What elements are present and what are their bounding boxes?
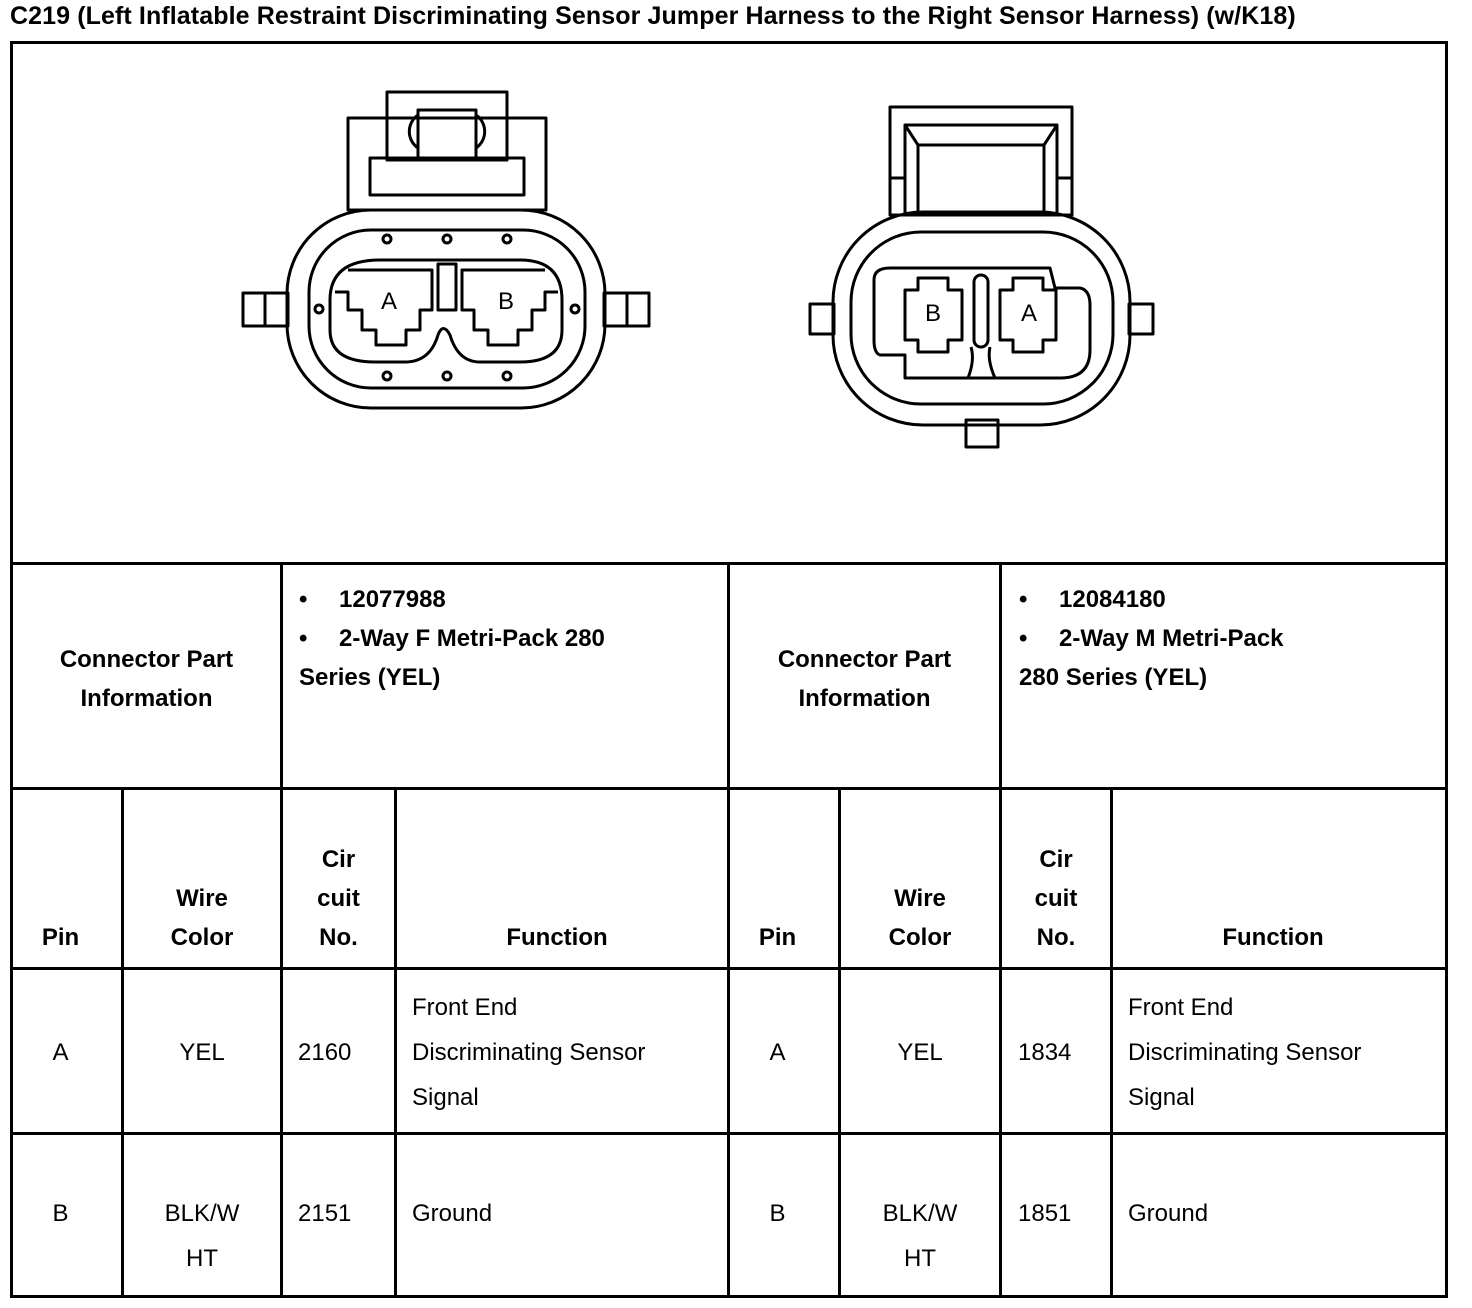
left-row-a-wire: YEL [179,1039,225,1066]
right-connector-pin-label: B [924,300,942,327]
left-connector-drawing [243,92,649,408]
left-part-info-label: Connector Part Information [59,646,234,712]
left-row-b-function: Ground [412,1200,493,1227]
right-row-a-wire: YEL [897,1039,943,1066]
left-header-pin: Pin [41,924,80,951]
right-part-info: • 12084180 • 2-Way M Metri-Pack 280 Series (YEL) [1019,586,1284,691]
left-row-b-wire: BLK/W HT [164,1200,240,1272]
right-row-b-pin: B [769,1200,786,1227]
right-header-circuit: Cir cuit No. [1034,846,1078,951]
left-part-info: • 12077988 • 2-Way F Metri-Pack 280 Series (YEL) [299,586,605,691]
left-row-a-function: Front End Discriminating Sensor Signal [412,994,646,1111]
left-connector-pin-label: B [497,288,515,315]
right-connector-pin-label: A [1020,300,1038,327]
right-row-a-circuit: 1834 [1018,1039,1072,1066]
left-header-wire-color: Wire Color [170,885,234,951]
left-row-a-pin: A [52,1039,69,1066]
left-connector-pin-label: A [380,288,398,315]
right-part-info-label: Connector Part Information [777,646,952,712]
right-header-wire-color: Wire Color [888,885,952,951]
left-row-b-circuit: 2151 [298,1200,352,1227]
right-row-b-wire: BLK/W HT [882,1200,958,1272]
left-header-function: Function [506,924,608,951]
right-row-a-pin: A [769,1039,786,1066]
page-title: C219 (Left Inflatable Restraint Discriminating Sensor Jumper Harness to the Right Sensor Harness) (w/K18) [10,2,1296,30]
connector-illustrations [0,0,1472,560]
right-row-a-function: Front End Discriminating Sensor Signal [1128,994,1362,1111]
right-header-pin: Pin [758,924,797,951]
right-connector-drawing [810,107,1153,447]
right-row-b-circuit: 1851 [1018,1200,1072,1227]
right-header-function: Function [1222,924,1324,951]
left-header-circuit: Cir cuit No. [317,846,360,951]
left-row-a-circuit: 2160 [298,1039,352,1066]
left-row-b-pin: B [52,1200,69,1227]
right-row-b-function: Ground [1128,1200,1209,1227]
